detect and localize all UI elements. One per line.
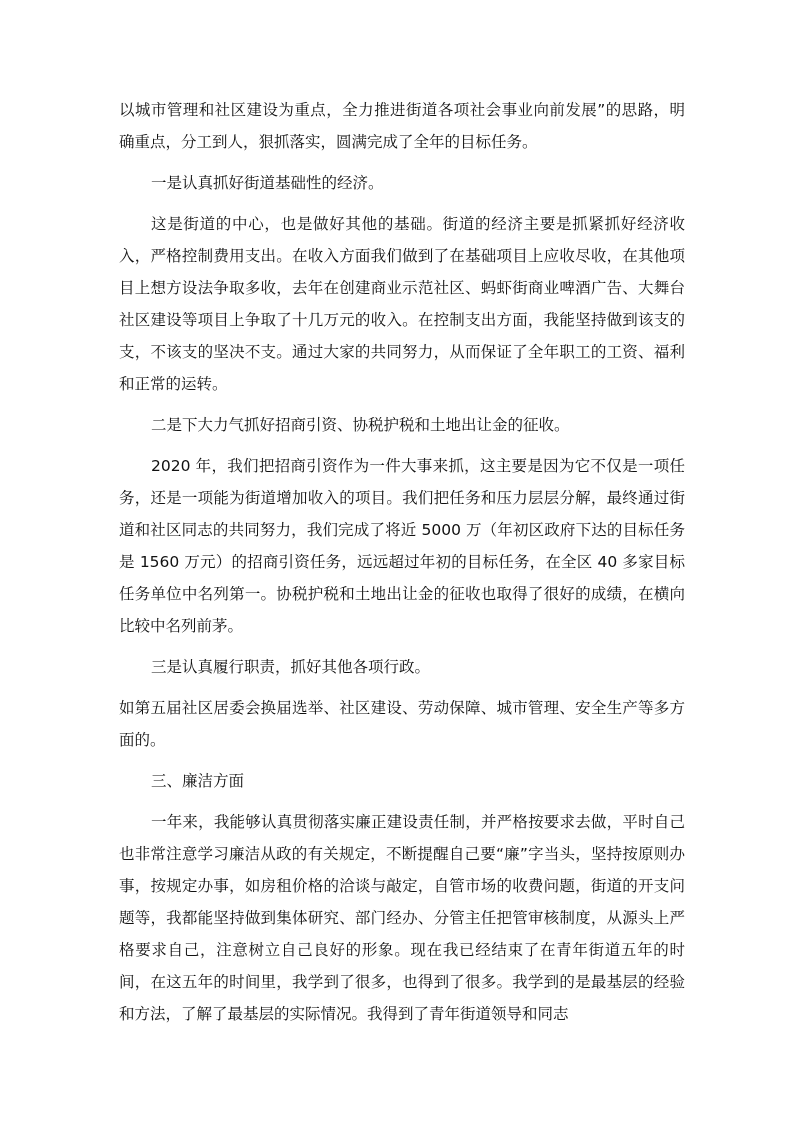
paragraph-continuation: 以城市管理和社区建设为重点，全力推进街道各项社会事业向前发展”的思路，明确重点，分工到人，狠抓落实，圆满完成了全年的目标任务。 xyxy=(119,101,685,151)
paragraph-duties: 如第五届社区居委会换届选举、社区建设、劳动保障、城市管理、安全生产等多方面的。 xyxy=(119,699,685,749)
paragraph-investment: 2020 年，我们把招商引资作为一件大事来抓，这主要是因为它不仅是一项任务，还是一项能为街道增加收入的项目。我们把任务和压力层层分解，最终通过街道和社区同志的共同努力，我们完成了将近 5000 万（年初区政府下达的目标任务是 1560 万元）的招商引资任务，远远超过年初的目标任务，在全区 40 多家目标任务单位中名列第一。协税护税和土地出让金的征收也取得了很好的成绩，在横向比较中名列前茅。 xyxy=(119,457,685,635)
paragraph-economy: 这是街道的中心，也是做好其他的基础。街道的经济主要是抓紧抓好经济收入，严格控制费用支出。在收入方面我们做到了在基础项目上应收尽收，在其他项目上想方设法争取多收，去年在创建商业示范社区、蚂虾街商业啤酒广告、大舞台社区建设等项目上争取了十几万元的收入。在控制支出方面，我能坚持做到该支的支，不该支的坚决不支。通过大家的共同努力，从而保证了全年职工的工资、福利和正常的运转。 xyxy=(119,215,685,393)
heading-investment: 二是下大力气抓好招商引资、协税护税和土地出让金的征收。 xyxy=(151,416,570,434)
document-body xyxy=(119,94,685,1039)
heading-duties: 三是认真履行职责，抓好其他各项行政。 xyxy=(151,658,431,676)
section-heading-integrity: 三、廉洁方面 xyxy=(151,772,245,790)
paragraph-integrity: 一年来，我能够认真贯彻落实廉正建设责任制，并严格按要求去做，平时自己也非常注意学习廉洁从政的有关规定，不断提醒自己要“廉”字当头，坚持按原则办事，按规定办事，如房租价格的洽谈与敲定，自管市场的收费问题，街道的开支问题等，我都能坚持做到集体研究、部门经办、分管主任把管审核制度，从源头上严格要求自己，注意树立自己良好的形象。现在我已经结束了在青年街道五年的时间，在这五年的时间里，我学到了很多，也得到了很多。我学到的是最基层的经验和方法，了解了最基层的实际情况。我得到了青年街道领导和同志 xyxy=(119,813,685,1023)
heading-economy: 一是认真抓好街道基础性的经济。 xyxy=(151,174,384,192)
